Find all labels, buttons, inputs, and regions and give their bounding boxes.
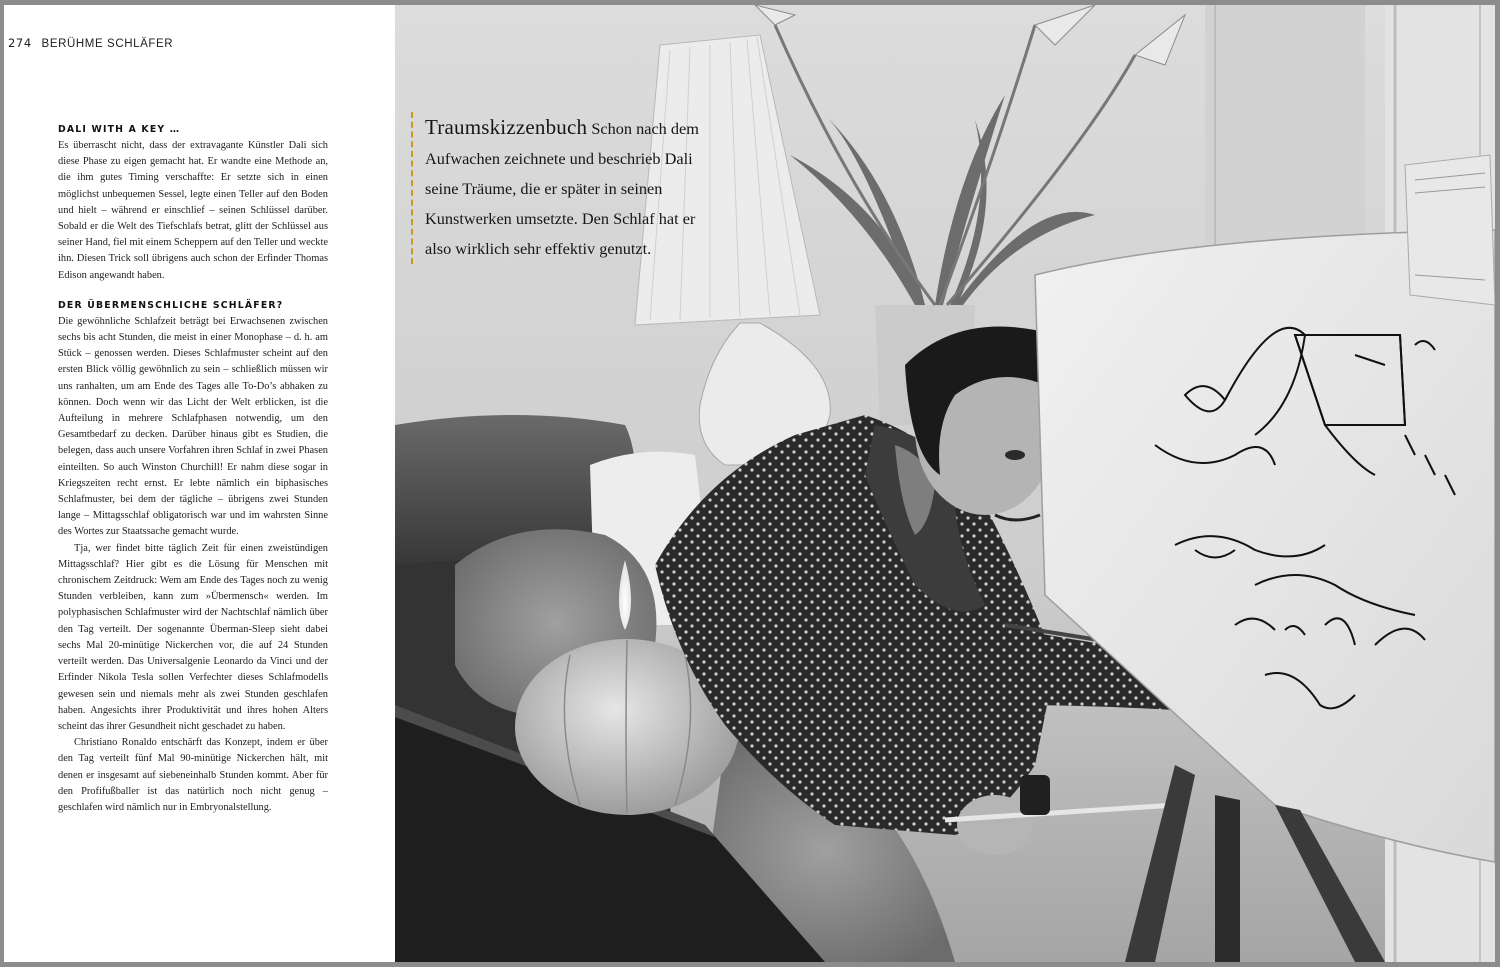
ink-bottle: [1020, 775, 1050, 815]
page-number: 274: [8, 36, 32, 50]
photo-caption: [411, 112, 715, 264]
paragraph: Christiano Ronaldo entschärft das Konzept, indem er über den Tag verteilt fünf Mal 90-minütige Nickerchen hält, mit denen er insgesamt auf siebeneinhalb Stunden kommt. Aber für den Profifußballer ist das natürlich noch nicht genug – geschlafen wird nämlich nur in Embryonalstellung.: [58, 737, 328, 813]
section-heading: DALI WITH A KEY …: [58, 124, 181, 135]
book-spread: [4, 5, 1495, 962]
caption-text: Schon nach dem Aufwachen zeichnete und beschrieb Dali seine Träume, die er später in seinen Kunstwerken umsetzte. Den Schlaf hat er also wirklich sehr effektiv genutzt.: [425, 119, 699, 258]
caption-title: Traumskizzenbuch: [425, 115, 588, 139]
pinned-note: [1405, 155, 1495, 305]
photo-page: [395, 5, 1495, 962]
paragraph: Tja, wer findet bitte täglich Zeit für einen zweistündigen Mittagsschlaf? Hier gibt es die Lösung für Menschen mit chronischem Zeitdruck: Wem am Ende des Tages noch zu wenig Stunden verbleiben, kann zum »Übermensch« werden. Im polyphasischen Schlafmuster wird der Nachtschlaf nämlich über den Tag verteilt. Der sogenannte Überman-Sleep sieht dabei sechs Mal 20-minütige Nickerchen vor, die auf 24 Stunden verteilt werden. Das Universalgenie Leonardo da Vinci und der Erfinder Nikola Tesla sollen Verfechter dieses Schlafmodells gewesen sein und niemals mehr als zwei Stunden geschlafen haben. Angesichts ihrer Produktivität und ihres hohen Alters scheint das ihrer Gesundheit nicht geschadet zu haben.: [58, 542, 328, 732]
text-page: [4, 5, 395, 962]
paragraph: Es überrascht nicht, dass der extravagante Künstler Dali sich diese Phase zu eigen gemacht hat. Er wandte eine Methode an, die ihm gutes Timing verschaffte: Er setzte sich in einen möglichst unbequemen Sessel, legte einen Teller auf den Boden und hielt – während er einschlief – seinen Schlüssel darüber. Sobald er die Welt des Tiefschlafs betrat, glitt der Schlüssel aus seiner Hand, fiel mit einem Scheppern auf den Teller und weckte ihn. Diesen Trick soll übrigens auch schon der Erfinder Thomas Edison angewandt haben.: [58, 140, 329, 281]
body-column: [58, 122, 328, 816]
chapter-title: BERÜHME SCHLÄFER: [41, 38, 174, 50]
section-heading: DER ÜBERMENSCHLICHE SCHLÄFER?: [58, 299, 284, 311]
running-head: [8, 36, 173, 50]
paragraph: Die gewöhnliche Schlafzeit beträgt bei Erwachsenen zwischen sechs bis acht Stunden, die meist in einer Monophase – d. h. am Stück – genossen werden. Dieses Schlafmuster scheint auf den ersten Blick völlig gewöhnlich zu sein – schließlich müssen wir uns ranhalten, um am Ende des Tages alle To-Do’s abhaken zu können. Doch wenn wir das Licht der Welt erblicken, ist die Aufteilung in mehrere Schlafphasen notwendig, um den Gesamtbedarf zu decken. Darüber hinaus gibt es Studien, die belegen, dass auch unsere Vorfahren ihren Schlaf in zwei Phasen einteilten. So auch Winston Churchill! Er nahm diese sogar in Kriegszeiten recht ernst. Er lebte nämlich ein biphasisches Schlafmuster, bei dem der tägliche – übrigens zwei Stunden lange – Mittagsschlaf obligatorisch war und im wahrsten Sinne des Wortes zur Staatssache gemacht wurde.: [58, 315, 328, 538]
